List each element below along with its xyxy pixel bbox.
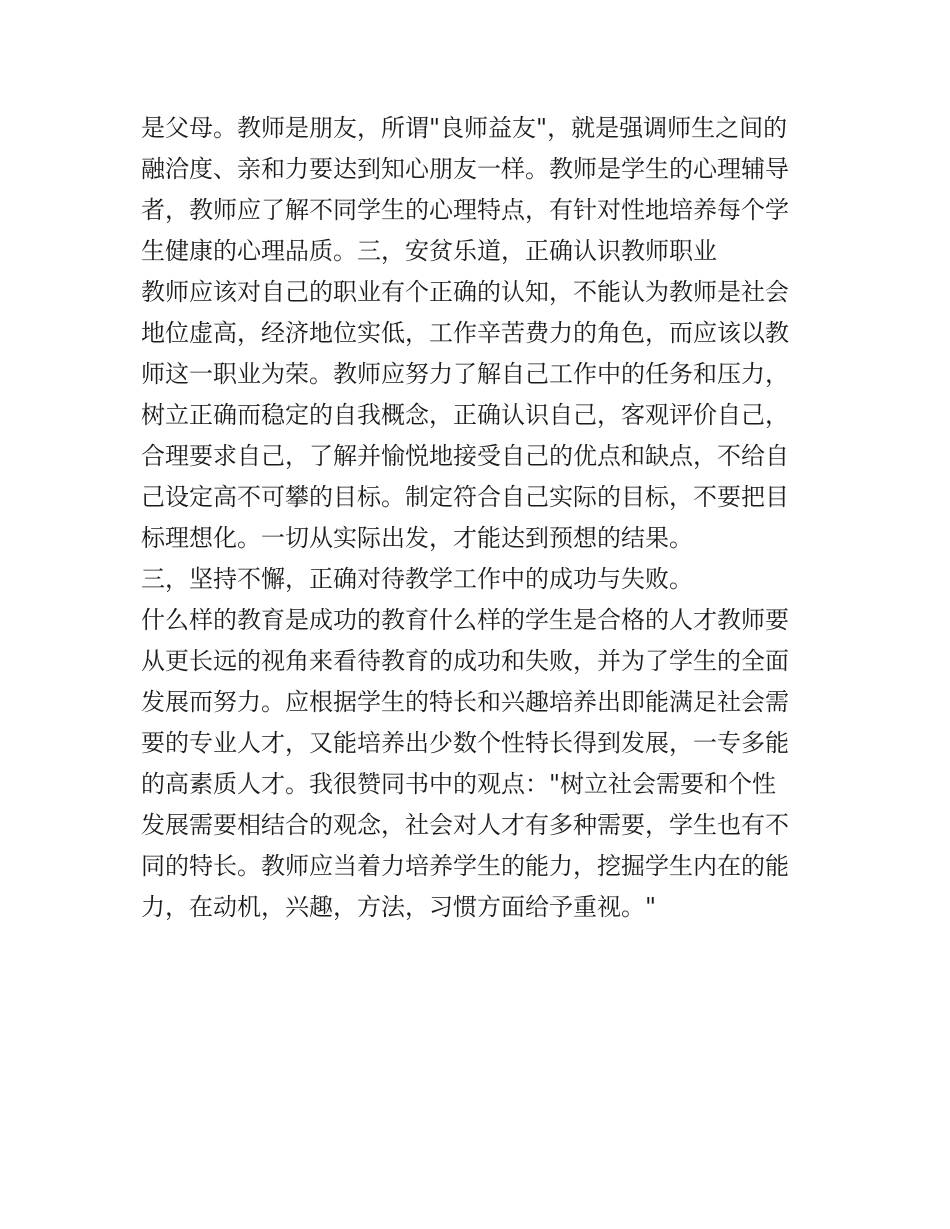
text-line: 己设定高不可攀的目标。制定符合自己实际的目标，不要把目 [141, 483, 789, 511]
text-line: 树立正确而稳定的自我概念，正确认识自己，客观评价自己， [141, 401, 789, 429]
text-line: 标理想化。一切从实际出发，才能达到预想的结果。 [141, 524, 693, 552]
text-line: 同的特长。教师应当着力培养学生的能力，挖掘学生内在的能 [141, 852, 789, 880]
text-line: 发展而努力。应根据学生的特长和兴趣培养出即能满足社会需 [141, 688, 789, 716]
text-line: 师这一职业为荣。教师应努力了解自己工作中的任务和压力， [141, 360, 789, 388]
text-line: 发展需要相结合的观念，社会对人才有多种需要，学生也有不 [141, 811, 789, 839]
text-line: 教师应该对自己的职业有个正确的认知，不能认为教师是社会 [141, 278, 789, 306]
text-line: 三，坚持不懈，正确对待教学工作中的成功与失败。 [141, 565, 693, 593]
text-line: 合理要求自己，了解并愉悦地接受自己的优点和缺点，不给自 [141, 442, 789, 470]
text-line: 是父母。教师是朋友，所谓"良师益友"，就是强调师生之间的 [141, 114, 788, 142]
text-line: 生健康的心理品质。三，安贫乐道，正确认识教师职业 [141, 237, 717, 265]
text-line: 的高素质人才。我很赞同书中的观点："树立社会需要和个性 [141, 770, 777, 798]
text-line: 者，教师应了解不同学生的心理特点，有针对性地培养每个学 [141, 196, 789, 224]
text-line: 地位虚高，经济地位实低，工作辛苦费力的角色，而应该以教 [141, 319, 789, 347]
text-line: 力，在动机，兴趣，方法，习惯方面给予重视。" [141, 893, 657, 921]
text-line: 什么样的教育是成功的教育什么样的学生是合格的人才教师要 [141, 606, 789, 634]
body-text [141, 108, 821, 928]
text-line: 从更长远的视角来看待教育的成功和失败，并为了学生的全面 [141, 647, 789, 675]
text-line: 融洽度、亲和力要达到知心朋友一样。教师是学生的心理辅导 [141, 155, 789, 183]
text-line: 要的专业人才，又能培养出少数个性特长得到发展，一专多能 [141, 729, 789, 757]
